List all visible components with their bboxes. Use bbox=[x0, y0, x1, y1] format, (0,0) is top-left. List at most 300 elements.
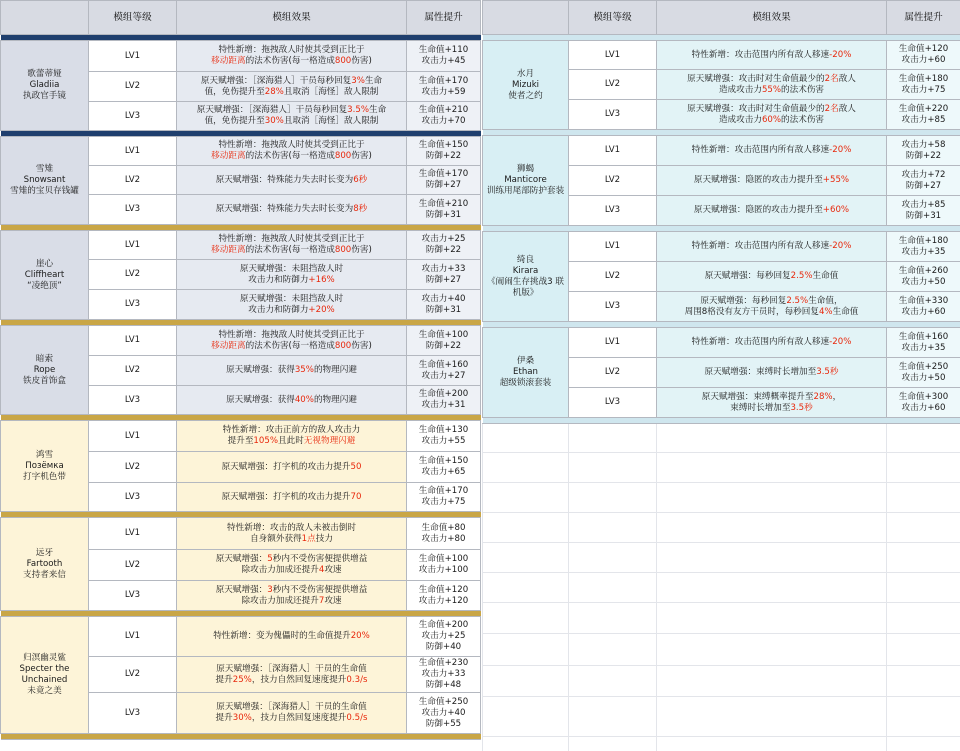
effect-line: 特性新增：攻击的敌人未被击倒时 bbox=[227, 522, 356, 533]
attribute-line: 生命值+170 bbox=[418, 169, 469, 179]
empty-cell bbox=[483, 424, 569, 453]
effect-line: 原天赋增强：打字机的攻击力提升70 bbox=[221, 491, 362, 502]
attribute-line: 生命值+210 bbox=[418, 198, 469, 209]
attribute-line: 攻击力+58 bbox=[901, 139, 946, 150]
effect-line: 原天赋增强：隐匿的攻击力提升至+55% bbox=[693, 175, 850, 185]
effect-line: 原天赋增强：［深海猎人］干员每秒回复3.5%生命 bbox=[196, 105, 387, 115]
effect-line: 提升30%，技力自然回复速度提升0.5/s bbox=[215, 713, 368, 723]
empty-cell bbox=[483, 634, 569, 666]
operator-name-line: 雪雉 bbox=[35, 164, 54, 174]
attribute-line: 生命值+230 bbox=[418, 658, 469, 668]
highlight-value: 60% bbox=[761, 114, 782, 125]
level-cell: LV3 bbox=[569, 196, 657, 226]
highlight-value: 55% bbox=[761, 84, 782, 95]
empty-cell bbox=[657, 424, 887, 453]
header-row bbox=[483, 1, 960, 35]
empty-row bbox=[483, 737, 960, 751]
attribute-line: 生命值+170 bbox=[418, 75, 469, 86]
attribute-line: 攻击力+55 bbox=[421, 436, 466, 446]
attribute-line: 攻击力+50 bbox=[901, 276, 946, 287]
effect-cell bbox=[177, 693, 407, 734]
empty-cell bbox=[657, 603, 887, 634]
empty-cell bbox=[483, 513, 569, 543]
operator-cell bbox=[1, 231, 89, 320]
operator-name-line: 打字机色带 bbox=[23, 471, 66, 482]
effect-line: 造成攻击力55%的法术伤害 bbox=[718, 84, 825, 95]
highlight-value: 20% bbox=[350, 631, 370, 641]
effect-line: 特性新增：攻击范围内所有敌人移速-20% bbox=[691, 145, 852, 155]
operator-cell bbox=[483, 328, 569, 418]
effect-cell bbox=[657, 262, 887, 292]
attribute-cell bbox=[407, 386, 481, 415]
effect-line: 除攻击力加成还提升4攻速 bbox=[241, 565, 342, 575]
highlight-value: 105% bbox=[253, 436, 278, 446]
effect-cell bbox=[657, 166, 887, 196]
operator-name-line: 水月 bbox=[516, 68, 535, 79]
highlight-value: 30% bbox=[232, 713, 252, 723]
empty-cell bbox=[657, 573, 887, 603]
operator-name-line: Cliffheart bbox=[24, 269, 65, 280]
empty-cell bbox=[657, 483, 887, 513]
operator-name-line: Mizuki bbox=[511, 79, 540, 90]
attribute-line: 生命值+110 bbox=[418, 45, 469, 55]
level-cell: LV1 bbox=[89, 137, 177, 166]
highlight-value: +20% bbox=[308, 304, 335, 315]
attribute-line: 攻击力+72 bbox=[901, 169, 946, 180]
effect-cell bbox=[177, 483, 407, 512]
attribute-line: 生命值+330 bbox=[898, 295, 949, 306]
level-cell: LV3 bbox=[89, 195, 177, 225]
attribute-line: 生命值+130 bbox=[418, 425, 469, 435]
operator-name-line: Kirara bbox=[512, 265, 539, 276]
attribute-cell bbox=[407, 421, 481, 452]
attribute-line: 攻击力+27 bbox=[421, 370, 466, 381]
attribute-cell bbox=[887, 196, 960, 226]
attribute-cell bbox=[887, 358, 960, 388]
effect-cell bbox=[177, 195, 407, 225]
empty-cell bbox=[887, 483, 960, 513]
effect-line: 原天赋增强：每秒回复2.5%生命值， bbox=[700, 295, 843, 306]
effect-line: 原天赋增强：［深海猎人］干员的生命值 bbox=[216, 663, 367, 674]
empty-cell bbox=[569, 634, 657, 666]
effect-line: 原天赋增强：打字机的攻击力提升50 bbox=[221, 461, 362, 472]
highlight-value: 40% bbox=[294, 394, 314, 405]
attribute-line: 防御+22 bbox=[905, 150, 942, 161]
empty-row bbox=[483, 543, 960, 573]
effect-cell bbox=[657, 196, 887, 226]
attribute-line: 攻击力+60 bbox=[901, 306, 946, 317]
header-attribute: 属性提升 bbox=[887, 1, 960, 35]
attribute-line: 攻击力+70 bbox=[421, 116, 466, 126]
highlight-value: +60% bbox=[822, 205, 850, 215]
effect-line: 特性新增：拖拽敌人时使其受到正比于 bbox=[218, 45, 365, 55]
highlight-value: 1点 bbox=[301, 533, 316, 544]
empty-cell bbox=[887, 603, 960, 634]
header-empty-cell bbox=[483, 1, 569, 35]
highlight-value: 移动距离 bbox=[211, 56, 246, 66]
highlight-value: 5 bbox=[267, 554, 273, 564]
effect-line: 除攻击力加成还提升7攻速 bbox=[241, 595, 342, 606]
level-cell: LV2 bbox=[569, 70, 657, 100]
attribute-cell bbox=[407, 290, 481, 320]
attribute-cell bbox=[407, 41, 481, 72]
effect-cell bbox=[657, 41, 887, 70]
separator-row bbox=[1, 734, 481, 740]
level-cell: LV3 bbox=[569, 388, 657, 418]
operator-cell bbox=[1, 41, 89, 131]
empty-cell bbox=[569, 424, 657, 453]
effect-line: 原天赋增强：隐匿的攻击力提升至+60% bbox=[693, 205, 850, 215]
empty-cell bbox=[657, 666, 887, 697]
effect-cell bbox=[177, 421, 407, 452]
operator-name-line: Fartooth bbox=[26, 558, 63, 569]
operator-name-line: 鸿雪 bbox=[35, 449, 54, 460]
empty-cell bbox=[569, 603, 657, 634]
effect-line: 值，免伤提升至28%且取消［海怪］敌人限制 bbox=[204, 86, 379, 97]
operator-cell bbox=[1, 518, 89, 611]
attribute-line: 生命值+200 bbox=[418, 620, 469, 630]
operator-name-line: Ethan bbox=[513, 367, 538, 377]
effect-cell bbox=[657, 292, 887, 322]
attribute-line: 攻击力+35 bbox=[901, 246, 946, 257]
highlight-value: 3% bbox=[351, 75, 365, 86]
empty-row bbox=[483, 424, 960, 453]
operator-name-line: Позёмка bbox=[25, 460, 64, 471]
attribute-line: 攻击力+40 bbox=[421, 707, 466, 718]
attribute-line: 防御+31 bbox=[425, 304, 462, 315]
level-cell: LV2 bbox=[89, 657, 177, 693]
empty-row bbox=[483, 697, 960, 737]
level-cell: LV2 bbox=[569, 262, 657, 292]
effect-cell bbox=[177, 518, 407, 550]
highlight-value: 移动距离 bbox=[211, 245, 246, 255]
empty-cell bbox=[887, 697, 960, 737]
attribute-cell bbox=[407, 326, 481, 356]
header-row bbox=[1, 1, 481, 35]
attribute-line: 防御+55 bbox=[425, 718, 462, 729]
attribute-cell bbox=[407, 617, 481, 657]
right-module-table bbox=[482, 0, 960, 751]
attribute-cell bbox=[407, 483, 481, 512]
module-row bbox=[1, 137, 481, 166]
highlight-value: 移动距离 bbox=[211, 340, 246, 351]
empty-row bbox=[483, 603, 960, 634]
effect-cell bbox=[177, 166, 407, 195]
effect-line: 原天赋增强：攻击时对生命值最少的2名敌人 bbox=[687, 73, 856, 84]
empty-row bbox=[483, 573, 960, 603]
empty-row bbox=[483, 453, 960, 483]
attribute-line: 攻击力+60 bbox=[901, 55, 946, 65]
attribute-line: 攻击力+33 bbox=[421, 263, 466, 274]
empty-cell bbox=[887, 666, 960, 697]
module-row bbox=[1, 41, 481, 72]
effect-cell bbox=[177, 41, 407, 72]
highlight-value: 6秒 bbox=[353, 174, 368, 185]
attribute-line: 攻击力+60 bbox=[901, 402, 946, 413]
operator-name-line: 伊桑 bbox=[516, 356, 535, 366]
attribute-line: 防御+31 bbox=[425, 209, 462, 220]
highlight-value: 35% bbox=[294, 365, 314, 375]
attribute-cell bbox=[887, 388, 960, 418]
operator-name-line: Snowsant bbox=[23, 175, 66, 185]
attribute-line: 防御+31 bbox=[905, 210, 942, 221]
attribute-line: 防御+27 bbox=[425, 180, 462, 190]
attribute-cell bbox=[407, 166, 481, 195]
effect-cell bbox=[177, 657, 407, 693]
attribute-line: 生命值+120 bbox=[418, 584, 469, 595]
attribute-cell bbox=[887, 70, 960, 100]
level-cell: LV1 bbox=[89, 326, 177, 356]
operator-name-line: 执政官手镜 bbox=[23, 91, 66, 101]
level-cell: LV1 bbox=[89, 617, 177, 657]
level-cell: LV1 bbox=[89, 231, 177, 260]
highlight-value: 7 bbox=[318, 595, 325, 606]
effect-cell bbox=[177, 137, 407, 166]
empty-cell bbox=[569, 513, 657, 543]
attribute-cell bbox=[407, 260, 481, 290]
empty-cell bbox=[887, 453, 960, 483]
attribute-line: 生命值+300 bbox=[898, 391, 949, 402]
level-cell: LV3 bbox=[89, 693, 177, 734]
attribute-cell bbox=[407, 356, 481, 386]
operator-name-line: “凌绝顶” bbox=[27, 280, 62, 291]
effect-line: 提升25%，技力自然回复速度提升0.3/s bbox=[215, 674, 368, 685]
highlight-value: -20% bbox=[829, 241, 852, 251]
level-cell: LV3 bbox=[89, 102, 177, 131]
attribute-line: 生命值+160 bbox=[898, 331, 949, 342]
highlight-value: 3.5% bbox=[347, 105, 370, 115]
effect-line: 原天赋增强：每秒回复2.5%生命值 bbox=[704, 271, 839, 281]
operator-name-line: 机版》 bbox=[512, 287, 539, 298]
effect-line: 原天赋增强：特殊能力失去时长变为6秒 bbox=[215, 174, 368, 185]
effect-cell bbox=[657, 388, 887, 418]
attribute-cell bbox=[407, 693, 481, 734]
attribute-cell bbox=[887, 328, 960, 358]
operator-name-line: 崖心 bbox=[35, 258, 54, 269]
header-effect: 模组效果 bbox=[177, 1, 407, 35]
highlight-value: 800 bbox=[334, 151, 352, 161]
level-cell: LV2 bbox=[89, 452, 177, 483]
empty-cell bbox=[569, 737, 657, 751]
attribute-line: 防御+27 bbox=[425, 274, 462, 285]
empty-cell bbox=[887, 424, 960, 453]
header-empty-cell bbox=[1, 1, 89, 35]
effect-line: 原天赋增强：获得40%的物理闪避 bbox=[226, 394, 357, 405]
highlight-value: 8秒 bbox=[353, 204, 368, 214]
attribute-line: 攻击力+75 bbox=[421, 497, 466, 507]
empty-cell bbox=[483, 603, 569, 634]
operator-name-line: 雪雉的宝贝存钱罐 bbox=[10, 186, 79, 196]
operator-name-line: Unchained bbox=[21, 675, 68, 685]
operator-name-line: Rope bbox=[33, 364, 56, 375]
attribute-cell bbox=[887, 292, 960, 322]
empty-cell bbox=[483, 483, 569, 513]
module-row bbox=[483, 232, 960, 262]
attribute-line: 生命值+100 bbox=[418, 554, 469, 564]
highlight-value: 70 bbox=[350, 491, 362, 502]
level-cell: LV1 bbox=[569, 232, 657, 262]
empty-row bbox=[483, 483, 960, 513]
highlight-value: +55% bbox=[822, 175, 850, 185]
effect-cell bbox=[177, 550, 407, 581]
effect-cell bbox=[657, 328, 887, 358]
level-cell: LV2 bbox=[89, 72, 177, 102]
highlight-value: 2.5% bbox=[786, 295, 809, 306]
attribute-line: 生命值+80 bbox=[421, 522, 466, 533]
attribute-line: 防御+22 bbox=[425, 340, 462, 351]
operator-cell bbox=[483, 232, 569, 322]
effect-line: 特性新增：拖拽敌人时使其受到正比于 bbox=[218, 234, 365, 244]
effect-line: 特性新增：拖拽敌人时使其受到正比于 bbox=[218, 140, 365, 150]
operator-name-line: Gladiia bbox=[29, 80, 60, 90]
attribute-line: 防御+40 bbox=[425, 642, 462, 652]
attribute-line: 防御+22 bbox=[425, 245, 462, 255]
level-cell: LV1 bbox=[569, 136, 657, 166]
level-cell: LV1 bbox=[569, 328, 657, 358]
effect-line: 移动距离的法术伤害(每一格造成800伤害) bbox=[211, 56, 372, 66]
level-cell: LV3 bbox=[569, 292, 657, 322]
attribute-line: 生命值+170 bbox=[418, 486, 469, 496]
effect-cell bbox=[177, 356, 407, 386]
module-row bbox=[1, 231, 481, 260]
effect-line: 攻击力和防御力+20% bbox=[248, 304, 335, 315]
effect-line: 自身额外获得1点技力 bbox=[250, 533, 333, 544]
highlight-value: 25% bbox=[232, 674, 252, 685]
empty-cell bbox=[483, 697, 569, 737]
highlight-value: 2名 bbox=[824, 103, 839, 114]
highlight-value: 3.5秒 bbox=[790, 402, 813, 413]
empty-cell bbox=[569, 453, 657, 483]
effect-cell bbox=[177, 326, 407, 356]
level-cell: LV3 bbox=[89, 386, 177, 415]
operator-name-line: 支持者来信 bbox=[23, 569, 66, 580]
attribute-cell bbox=[407, 231, 481, 260]
level-cell: LV3 bbox=[89, 483, 177, 512]
highlight-value: 2名 bbox=[824, 73, 839, 84]
effect-line: 原天赋增强：获得35%的物理闪避 bbox=[226, 365, 357, 375]
attribute-line: 生命值+250 bbox=[898, 361, 949, 372]
attribute-cell bbox=[407, 137, 481, 166]
highlight-value: 28% bbox=[813, 391, 833, 402]
empty-cell bbox=[657, 453, 887, 483]
effect-line: 移动距离的法术伤害(每一格造成800伤害) bbox=[211, 340, 372, 351]
effect-line: 原天赋增强：［深海猎人］干员的生命值 bbox=[216, 702, 367, 712]
empty-row bbox=[483, 513, 960, 543]
effect-cell bbox=[657, 70, 887, 100]
attribute-line: 生命值+180 bbox=[898, 73, 949, 84]
highlight-value: 移动距离 bbox=[211, 151, 246, 161]
operator-name-line: 使者之约 bbox=[508, 90, 543, 101]
effect-line: 攻击力和防御力+16% bbox=[248, 274, 335, 285]
effect-cell bbox=[657, 136, 887, 166]
level-cell: LV1 bbox=[569, 41, 657, 70]
effect-line: 特性新增：变为傀儡时的生命值提升20% bbox=[213, 631, 370, 641]
effect-line: 特性新增：攻击范围内所有敌人移速-20% bbox=[691, 337, 852, 347]
empty-cell bbox=[887, 737, 960, 751]
attribute-line: 攻击力+80 bbox=[421, 533, 466, 544]
effect-line: 造成攻击力60%的法术伤害 bbox=[718, 114, 825, 125]
attribute-cell bbox=[407, 657, 481, 693]
attribute-cell bbox=[407, 72, 481, 102]
effect-line: 特性新增：攻击范围内所有敌人移速-20% bbox=[691, 241, 852, 251]
level-cell: LV2 bbox=[89, 166, 177, 195]
empty-cell bbox=[483, 666, 569, 697]
highlight-value: 30% bbox=[264, 116, 284, 126]
empty-row bbox=[483, 634, 960, 666]
highlight-value: -20% bbox=[829, 145, 852, 155]
highlight-value: 4 bbox=[318, 565, 325, 575]
operator-cell bbox=[1, 421, 89, 512]
attribute-cell bbox=[887, 262, 960, 292]
attribute-cell bbox=[407, 452, 481, 483]
effect-line: 原天赋增强：5秒内不受伤害便提供增益 bbox=[215, 554, 368, 564]
operator-cell bbox=[1, 617, 89, 734]
effect-cell bbox=[177, 72, 407, 102]
attribute-line: 防御+48 bbox=[425, 680, 462, 690]
level-cell: LV3 bbox=[89, 581, 177, 611]
effect-cell bbox=[177, 452, 407, 483]
level-cell: LV2 bbox=[89, 356, 177, 386]
empty-cell bbox=[657, 697, 887, 737]
attribute-line: 攻击力+35 bbox=[901, 342, 946, 353]
effect-cell bbox=[177, 386, 407, 415]
highlight-value: 0.5/s bbox=[346, 713, 368, 723]
operator-name-line: 歌蕾蒂娅 bbox=[27, 69, 62, 79]
attribute-line: 攻击力+25 bbox=[421, 234, 466, 244]
level-cell: LV3 bbox=[89, 290, 177, 320]
left-module-table bbox=[0, 0, 481, 740]
empty-cell bbox=[657, 543, 887, 573]
operator-name-line: 狮蝎 bbox=[516, 164, 535, 174]
attribute-line: 攻击力+85 bbox=[901, 199, 946, 210]
operator-name-line: 绮良 bbox=[516, 254, 535, 265]
highlight-value: -20% bbox=[829, 337, 852, 347]
highlight-value: -20% bbox=[829, 49, 852, 60]
attribute-line: 生命值+100 bbox=[418, 329, 469, 340]
operator-cell bbox=[1, 137, 89, 225]
attribute-line: 攻击力+45 bbox=[421, 56, 466, 66]
attribute-line: 生命值+210 bbox=[418, 105, 469, 115]
level-cell: LV3 bbox=[569, 100, 657, 130]
empty-cell bbox=[887, 513, 960, 543]
effect-line: 周围8格没有友方干员时，每秒回复4%生命值 bbox=[684, 306, 859, 317]
attribute-line: 生命值+200 bbox=[418, 389, 469, 399]
effect-cell bbox=[177, 617, 407, 657]
effect-cell bbox=[177, 102, 407, 131]
empty-cell bbox=[569, 666, 657, 697]
attribute-cell bbox=[887, 100, 960, 130]
attribute-line: 生命值+150 bbox=[418, 456, 469, 466]
operator-cell bbox=[1, 326, 89, 415]
effect-line: 原天赋增强：攻击时对生命值最少的2名敌人 bbox=[687, 103, 856, 114]
module-row bbox=[1, 421, 481, 452]
attribute-line: 攻击力+59 bbox=[421, 86, 466, 97]
header-level: 模组等级 bbox=[89, 1, 177, 35]
operator-name-line: 未竟之美 bbox=[27, 686, 62, 696]
highlight-value: 4% bbox=[818, 306, 833, 317]
effect-line: 原天赋增强：束缚时长增加至3.5秒 bbox=[704, 367, 839, 377]
operator-name-line: Manticore bbox=[504, 175, 547, 185]
attribute-line: 防御+22 bbox=[425, 151, 462, 161]
header-level: 模组等级 bbox=[569, 1, 657, 35]
attribute-cell bbox=[887, 166, 960, 196]
highlight-value: 2.5% bbox=[790, 271, 813, 281]
attribute-line: 生命值+120 bbox=[898, 44, 949, 54]
empty-cell bbox=[887, 634, 960, 666]
empty-cell bbox=[483, 453, 569, 483]
attribute-line: 防御+27 bbox=[905, 180, 942, 191]
level-cell: LV2 bbox=[569, 358, 657, 388]
